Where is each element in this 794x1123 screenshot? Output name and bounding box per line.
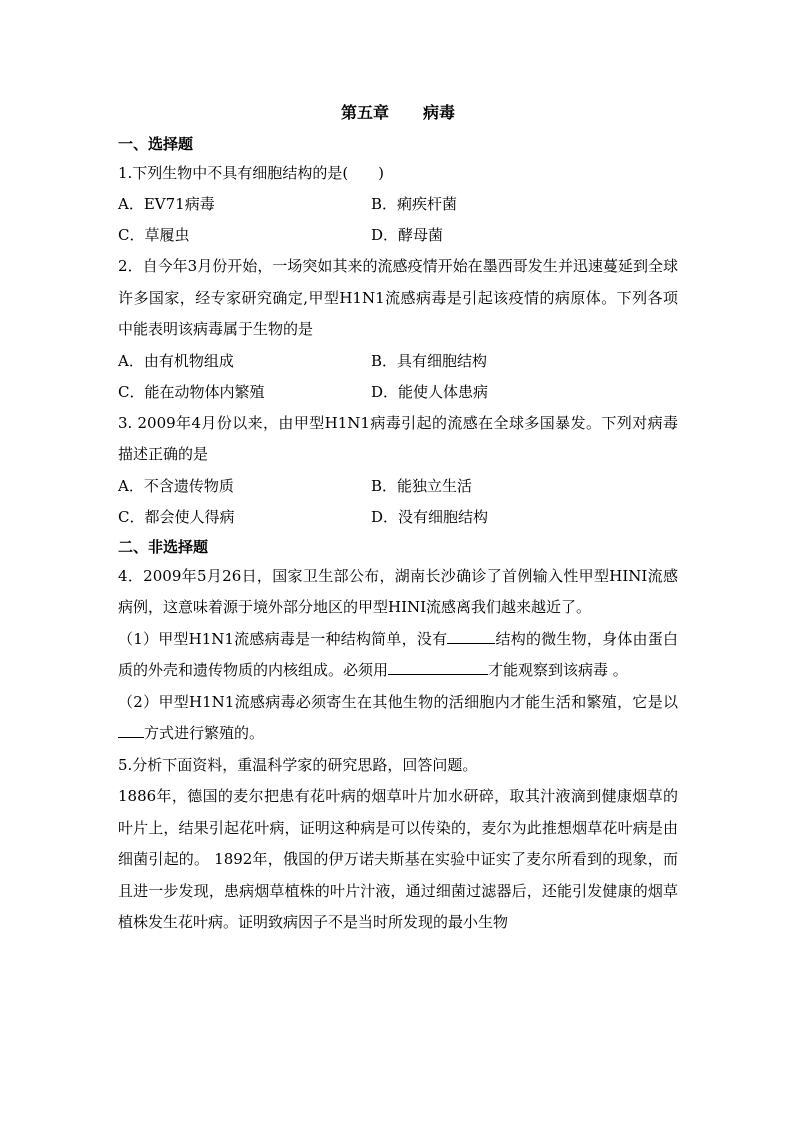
option-row	[118, 346, 678, 377]
option-a: A．EV71病毒	[118, 195, 215, 213]
option-b: B．痢疾杆菌	[371, 195, 458, 213]
section-heading-non-choice: 二、非选择题	[118, 537, 209, 556]
option-c: C．都会使人得病	[118, 507, 235, 526]
question-stem: 5.分析下面资料，重温科学家的研究思路，回答问题。	[118, 755, 478, 774]
option-row	[118, 377, 678, 408]
reading-material: 1886年，德国的麦尔把患有花叶病的烟草叶片加水研碎，取其汁液滴到健康烟草的叶片上，结果引起花叶病，证明这种病是可以传染的，麦尔为此推想烟草花叶病是由细菌引起的。 1892年，俄国的伊万诺夫斯基在实验中证实了麦尔所看到的现象，而且进一步发现，患病烟草植株的叶片汁液，通过细菌过滤器后，还能引发健康的烟草植株发生花叶病。证明致病因子不是当时所发现的最小生物	[118, 787, 678, 931]
document-content	[118, 98, 678, 939]
question-3	[118, 408, 678, 533]
question-2	[118, 251, 678, 408]
chapter-number: 第五章	[340, 103, 389, 122]
sub-question-text: （2）甲型H1N1流感病毒必须寄生在其他生物的活细胞内才能生活和繁殖，它是以	[118, 692, 678, 711]
section-heading-choice: 一、选择题	[118, 135, 194, 153]
sub-question-text: （1）甲型H1N1流感病毒是一种结构简单，没有	[118, 629, 448, 648]
question-stem: 4．2009年5月26日，国家卫生部公布，湖南长沙确诊了首例输入性甲型HINI流感病例，这意味着源于境外部分地区的甲型HINI流感离我们越来越近了。	[118, 566, 678, 616]
sub-question-2	[118, 687, 678, 750]
answer-blank[interactable]	[118, 721, 144, 738]
question-stem: 2．自今年3月份开始，一场突如其来的流感疫情开始在墨西哥发生并迅速蔓延到全球许多国家，经专家研究确定,甲型H1N1流感病毒是引起该疫情的病原体。下列各项中能表明该病毒属于生物的是	[118, 257, 678, 338]
chapter-title	[118, 98, 678, 128]
option-d: D．酵母菌	[371, 226, 444, 244]
option-row	[118, 220, 678, 251]
option-b: B．具有细胞结构	[371, 351, 488, 370]
option-row	[118, 471, 678, 502]
option-c: C．能在动物体内繁殖	[118, 382, 265, 401]
question-4	[118, 561, 678, 750]
question-stem: 1.下列生物中不具有细胞结构的是( )	[118, 164, 385, 182]
option-a: A．由有机物组成	[118, 351, 234, 370]
option-d: D．没有细胞结构	[371, 507, 489, 526]
answer-blank[interactable]	[447, 627, 495, 644]
option-c: C．草履虫	[118, 226, 190, 244]
chapter-name: 病毒	[423, 103, 456, 122]
option-d: D．能使人体患病	[371, 382, 489, 401]
sub-question-text: 结构的微生物，身体由蛋白质的外壳和遗传物质的内核组成。必须用	[118, 629, 678, 679]
sub-question-text: 方式进行繁殖的。	[144, 724, 265, 742]
option-a: A．不含遗传物质	[118, 476, 234, 495]
option-b: B．能独立生活	[371, 476, 473, 495]
sub-question-text: 才能观察到该病毒 。	[488, 661, 628, 679]
question-5	[118, 750, 678, 939]
question-1	[118, 158, 678, 251]
option-row	[118, 189, 678, 220]
sub-question-1	[118, 624, 678, 687]
answer-blank[interactable]	[388, 658, 488, 675]
option-row	[118, 502, 678, 533]
question-stem: 3. 2009年4月份以来，由甲型H1N1病毒引起的流感在全球多国暴发。下列对病毒描述正确的是	[118, 413, 678, 463]
